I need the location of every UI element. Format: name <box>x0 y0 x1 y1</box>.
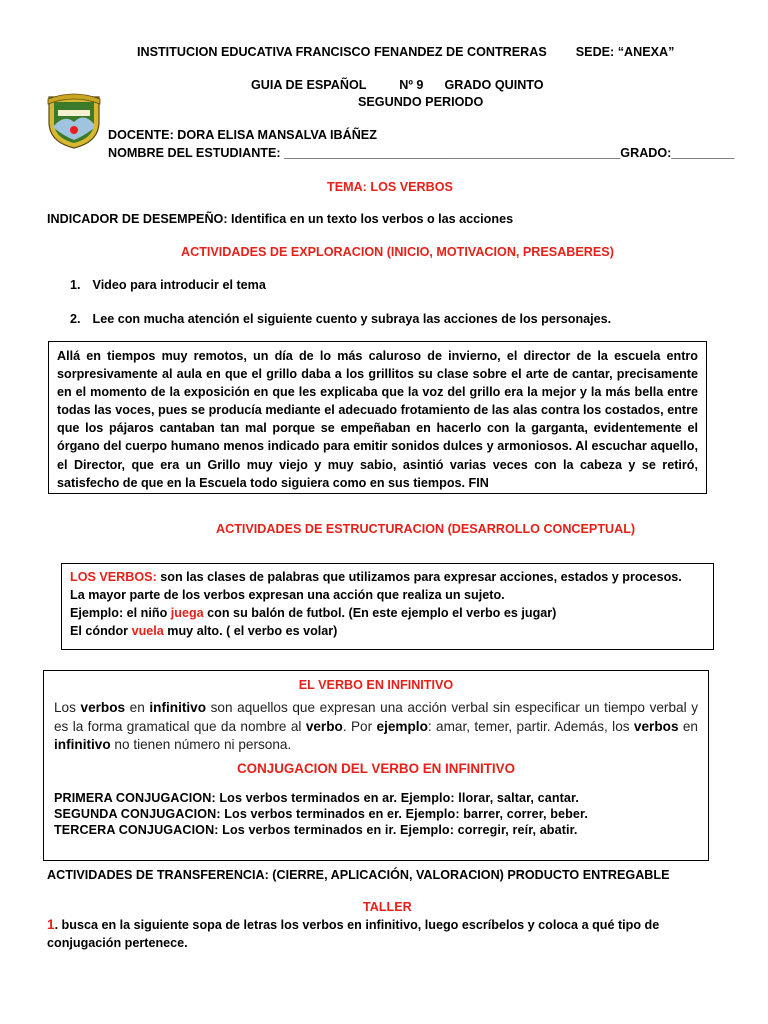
conjugation-first: PRIMERA CONJUGACION: Los verbos terminados en ar. Ejemplo: llorar, saltar, cantar. <box>54 791 579 805</box>
verbs-definition-box <box>61 563 714 650</box>
period: SEGUNDO PERIODO <box>358 95 484 109</box>
example-text: Ejemplo: el niño <box>70 606 171 620</box>
school-crest-icon <box>46 92 102 150</box>
institution-name: INSTITUCION EDUCATIVA FRANCISCO FENANDEZ DE CONTRERAS <box>137 45 547 59</box>
taller-title: TALLER <box>363 900 412 914</box>
conjugation-title: CONJUGACION DEL VERBO EN INFINITIVO <box>236 761 515 776</box>
student-line <box>108 145 734 162</box>
header-line-1 <box>137 44 674 61</box>
transfer-title: ACTIVIDADES DE TRANSFERENCIA: (CIERRE, APLICACIÓN, VALORACION) PRODUCTO ENTREGABLE <box>47 868 670 882</box>
verbs-definition: son las clases de palabras que utilizamos para expresar acciones, estados y procesos. <box>156 570 682 584</box>
guide-title: GUIA DE ESPAÑOL <box>251 78 367 92</box>
example-verb: vuela <box>131 624 164 638</box>
infinitive-title: EL VERBO EN INFINITIVO <box>298 678 454 692</box>
list-item <box>70 311 611 328</box>
example-text: muy alto. ( el verbo es volar) <box>163 624 338 638</box>
conjugation-third: TERCERA CONJUGACION: Los verbos terminados en ir. Ejemplo: corregir, reír, abatir. <box>54 823 578 837</box>
student-label: NOMBRE DEL ESTUDIANTE: <box>108 146 285 160</box>
example-2 <box>70 624 337 638</box>
performance-indicator <box>47 211 513 228</box>
grade-level: GRADO QUINTO <box>444 78 544 92</box>
definition-line-2: La mayor parte de los verbos expresan una acción que realiza un sujeto. <box>70 588 505 602</box>
structuring-title: ACTIVIDADES DE ESTRUCTURACION (DESARROLLO CONCEPTUAL) <box>216 522 636 536</box>
example-text: El cóndor <box>70 624 132 638</box>
taller-instruction <box>47 916 719 952</box>
taller-text: . busca en la siguiente sopa de letras los verbos en infinitivo, luego escríbelos y coloca a qué tipo de conjugación pertenece. <box>47 918 660 950</box>
example-text: con su balón de futbol. (En este ejemplo el verbo es jugar) <box>203 606 557 620</box>
definition-line <box>70 570 682 584</box>
grade-label: GRADO: <box>620 146 672 160</box>
header-line-2 <box>251 77 544 94</box>
verbs-term: LOS VERBOS: <box>70 570 157 584</box>
example-verb: juega <box>170 606 204 620</box>
list-text: Lee con mucha atención el siguiente cuento y subraya las acciones de los personajes. <box>92 312 612 326</box>
list-number: 2. <box>70 312 81 326</box>
indicator-text: Identifica en un texto los verbos o las acciones <box>231 212 514 226</box>
exploration-title: ACTIVIDADES DE EXPLORACION (INICIO, MOTIVACION, PRESABERES) <box>181 245 614 259</box>
story-box <box>48 341 707 494</box>
guide-number: Nº 9 <box>399 78 424 92</box>
infinitive-definition: Los verbos en infinitivo son aquellos que expresan una acción verbal sin especificar un tiempo verbal y es la forma gramatical que da nombre al verbo. Por ejemplo: amar, temer, partir. Además, los verbos en infinitivo no tienen número ni persona. <box>54 700 698 752</box>
infinitive-box <box>43 670 709 861</box>
example-1 <box>70 606 556 620</box>
topic-title: TEMA: LOS VERBOS <box>327 180 453 194</box>
sede: SEDE: “ANEXA” <box>575 45 675 59</box>
taller-number: 1 <box>47 917 55 932</box>
conjugation-second: SEGUNDA CONJUGACION: Los verbos terminados en er. Ejemplo: barrer, correr, beber. <box>54 807 588 821</box>
list-text: Video para introducir el tema <box>92 278 266 292</box>
list-number: 1. <box>70 278 81 292</box>
teacher-name: DOCENTE: DORA ELISA MANSALVA IBÁÑEZ <box>108 128 377 142</box>
indicator-label: INDICADOR DE DESEMPEÑO: <box>47 212 232 226</box>
story-text: Allá en tiempos muy remotos, un día de lo más caluroso de invierno, el director de la escuela entro sorpresivamente al aula en que el grillo daba a los grillitos su clase sobre el arte de cantar, precisamente en el momento de la exposición en que les explicaba que la voz del grillo era la mejor y la más bella entre todas las voces, pues se producía mediante el adecuado frotamiento de las alas contra los costados, entre que los pájaros cantaban tan mal porque se empeñaban en hacerlo con la garganta, evidentemente el órgano del cuerpo humano menos indicado para emitir sonidos dulces y armoniosos. Al escuchar aquello, el Director, que era un Grillo muy viejo y muy sabio, asintió varias veces con la cabeza y se retiró, satisfecho de que en la Escuela todo siguiera como en sus tiempos. FIN <box>57 349 698 490</box>
list-item <box>70 277 266 294</box>
student-name-field[interactable]: ________________________________________________ <box>284 146 621 160</box>
grade-field[interactable]: _________ <box>671 146 735 160</box>
